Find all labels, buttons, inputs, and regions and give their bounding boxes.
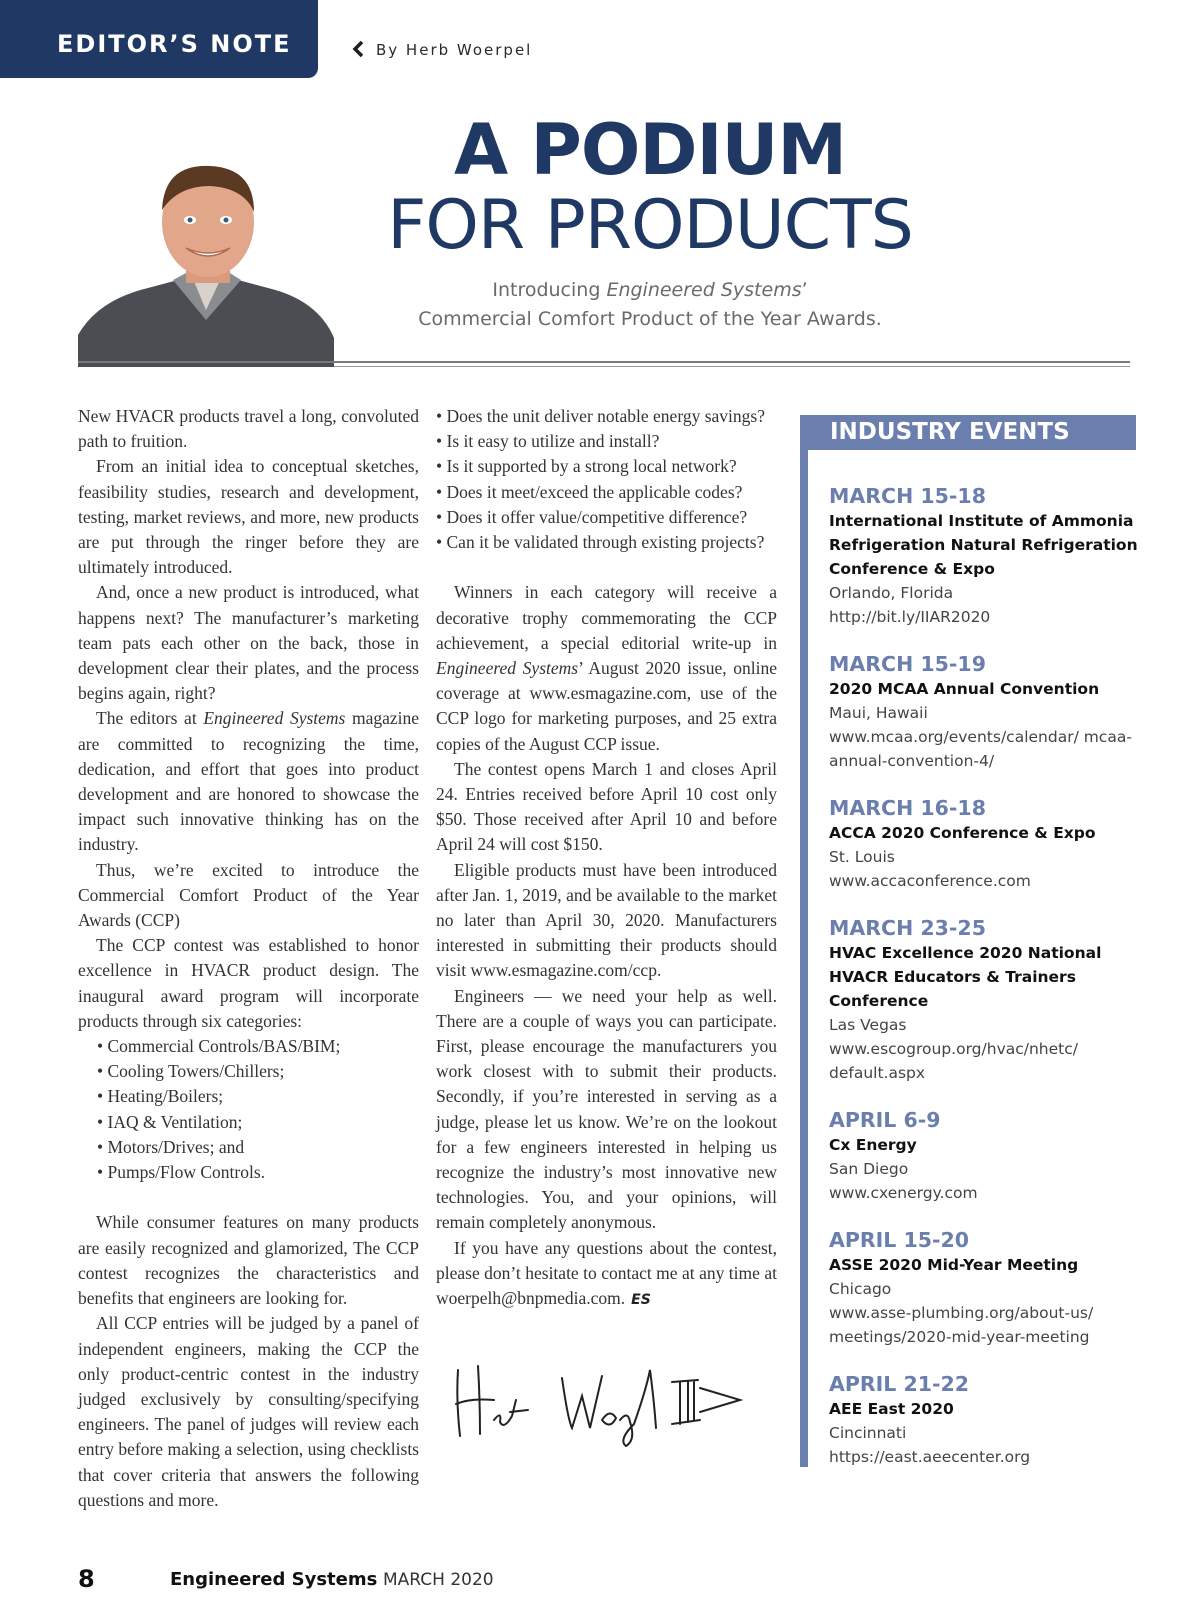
event-location: Orlando, Florida xyxy=(829,584,954,602)
question-list xyxy=(436,404,777,555)
article-column-2 xyxy=(436,404,777,1313)
article-column-1 xyxy=(78,404,419,1513)
headline-line2: FOR PRODUCTS xyxy=(387,186,913,265)
list-item: • Heating/Boilers; xyxy=(97,1086,224,1107)
event-item xyxy=(829,1107,1149,1205)
byline xyxy=(352,40,532,59)
issue-date: MARCH 2020 xyxy=(383,1570,494,1590)
event-url[interactable]: http://bit.ly/IIAR2020 xyxy=(829,608,991,626)
event-date: MARCH 15-19 xyxy=(829,652,986,676)
event-name: AEE East 2020 xyxy=(829,1400,954,1418)
paragraph: Winners in each category will receive a decorative trophy commemorating the CCP achievement, a special editorial write-up in Engineered Systems’ August 2020 issue, online coverage at www.esmagazine.com, use of the CCP logo for marketing purposes, and 25 extra copies of the August CCP issue. xyxy=(436,582,777,754)
list-item: • Is it supported by a strong local network? xyxy=(436,456,737,477)
list-item: • Does it offer value/competitive difference? xyxy=(436,506,748,527)
event-item xyxy=(829,483,1149,629)
event-item xyxy=(829,651,1149,773)
list-item: • IAQ & Ventilation; xyxy=(97,1111,243,1132)
paragraph: From an initial idea to conceptual sketches, feasibility studies, research and development, testing, market reviews, and more, new products are put through the ringer before they are ultimately introduced. xyxy=(78,456,419,578)
event-date: APRIL 6-9 xyxy=(829,1108,941,1132)
event-name: ASSE 2020 Mid-Year Meeting xyxy=(829,1256,1079,1274)
category-list xyxy=(78,1034,419,1185)
list-item: • Pumps/Flow Controls. xyxy=(97,1162,266,1183)
event-location: Las Vegas xyxy=(829,1016,907,1034)
event-date: MARCH 23-25 xyxy=(829,916,986,940)
events-heading: INDUSTRY EVENTS xyxy=(830,419,1070,445)
chevron-left-icon xyxy=(352,40,364,58)
author-photo xyxy=(78,160,334,367)
event-item xyxy=(829,1371,1149,1469)
author-signature xyxy=(450,1350,750,1455)
event-location: Chicago xyxy=(829,1280,892,1298)
event-item xyxy=(829,915,1149,1085)
paragraph: The contest opens March 1 and closes April 24. Entries received before April 10 cost only $50. Those received after April 10 and before April 24 will cost $150. xyxy=(436,758,777,855)
list-item: • Motors/Drives; and xyxy=(97,1136,245,1157)
paragraph: The editors at Engineered Systems magazine are committed to recognizing the time, dedication, and effort that goes into product development and are honored to showcase the impact such innovative thinking has on the industry. xyxy=(78,708,420,855)
paragraph: Engineers — we need your help as well. There are a couple of ways you can participate. First, please encourage the manufacturers you work closest with to submit their products. Secondly, if you’re interested in serving as a judge, please let us know. We’re on the lookout for a few engineers interested in helping us recognize the industry’s most innovative new technologies. You, and your opinions, will remain completely anonymous. xyxy=(436,985,777,1233)
event-location: Cincinnati xyxy=(829,1424,907,1442)
events-heading-bar xyxy=(800,415,1136,450)
list-item: • Does the unit deliver notable energy savings? xyxy=(436,406,765,426)
event-name: International Institute of Ammonia Refrigeration Natural Refrigeration Conference & Expo xyxy=(829,512,1138,578)
paragraph: All CCP entries will be judged by a panel of independent engineers, making the CCP the only product-centric contest in the industry judged exclusively by consulting/specifying engineers. The panel of judges will review each entry before making a selection, using checklists that cover criteria that answers the following questions and more. xyxy=(78,1313,419,1510)
event-name: HVAC Excellence 2020 National HVACR Educators & Trainers Conference xyxy=(829,944,1102,1010)
paragraph: While consumer features on many products are easily recognized and glamorized, The CCP contest recognizes the characteristics and benefits that engineers are looking for. xyxy=(78,1212,419,1309)
event-url[interactable]: https://east.aeecenter.org xyxy=(829,1448,1031,1466)
events-sidebar-bar xyxy=(800,415,808,1467)
event-item xyxy=(829,1227,1149,1349)
event-location: San Diego xyxy=(829,1160,909,1178)
paragraph: Thus, we’re excited to introduce the Commercial Comfort Product of the Year Awards (CCP) xyxy=(78,859,419,931)
event-date: APRIL 21-22 xyxy=(829,1372,970,1396)
list-item: • Is it easy to utilize and install? xyxy=(436,431,660,452)
header-rule-thin xyxy=(334,366,1130,367)
paragraph: The CCP contest was established to honor excellence in HVACR product design. The inaugural award program will incorporate products through six categories: xyxy=(78,935,419,1031)
paragraph: If you have any questions about the contest, please don’t hesitate to contact me at any time at woerpelh@bnpmedia.com. ES xyxy=(436,1237,777,1309)
event-name: 2020 MCAA Annual Convention xyxy=(829,680,1100,698)
events-list xyxy=(829,483,1149,1491)
headline-line1: A PODIUM xyxy=(453,109,846,191)
paragraph: Eligible products must have been introduced after Jan. 1, 2019, and be available to the market no later than April 30, 2020. Manufacturers interested in submitting their products should visit www.esmagazine.com/ccp. xyxy=(436,859,777,981)
section-tab xyxy=(0,0,318,78)
event-name: Cx Energy xyxy=(829,1136,917,1154)
event-url[interactable]: www.escogroup.org/hvac/nhetc/ default.aspx xyxy=(829,1040,1078,1082)
event-date: APRIL 15-20 xyxy=(829,1228,970,1252)
event-url[interactable]: www.cxenergy.com xyxy=(829,1184,978,1202)
event-date: MARCH 16-18 xyxy=(829,796,986,820)
event-item xyxy=(829,795,1149,893)
event-location: Maui, Hawaii xyxy=(829,704,928,722)
paragraph: New HVACR products travel a long, convoluted path to fruition. xyxy=(78,406,419,452)
page-number: 8 xyxy=(78,1565,95,1593)
paragraph: And, once a new product is introduced, what happens next? The manufacturer’s marketing team pats each other on the back, those in development clear their plates, and the process begins again, right? xyxy=(78,582,419,704)
end-mark: ES xyxy=(631,1292,651,1309)
event-url[interactable]: www.accaconference.com xyxy=(829,872,1031,890)
event-date: MARCH 15-18 xyxy=(829,484,986,508)
header-rule xyxy=(78,361,1130,363)
list-item: • Can it be validated through existing projects? xyxy=(436,532,765,553)
section-tag: EDITOR’S NOTE xyxy=(57,30,292,58)
list-item: • Cooling Towers/Chillers; xyxy=(97,1061,285,1082)
byline-text: By Herb Woerpel xyxy=(376,41,533,59)
event-url[interactable]: www.mcaa.org/events/calendar/ mcaa-annual-convention-4/ xyxy=(829,728,1132,770)
headline-intro: Introducing Engineered Systems’ Commercial Comfort Product of the Year Awards. xyxy=(418,279,882,330)
event-name: ACCA 2020 Conference & Expo xyxy=(829,824,1096,842)
list-item: • Does it meet/exceed the applicable codes? xyxy=(436,481,743,502)
event-location: St. Louis xyxy=(829,848,895,866)
publication-name: Engineered Systems xyxy=(170,1569,378,1590)
event-url[interactable]: www.asse-plumbing.org/about-us/ meetings/2020-mid-year-meeting xyxy=(829,1304,1094,1346)
list-item: • Commercial Controls/BAS/BIM; xyxy=(97,1036,341,1057)
